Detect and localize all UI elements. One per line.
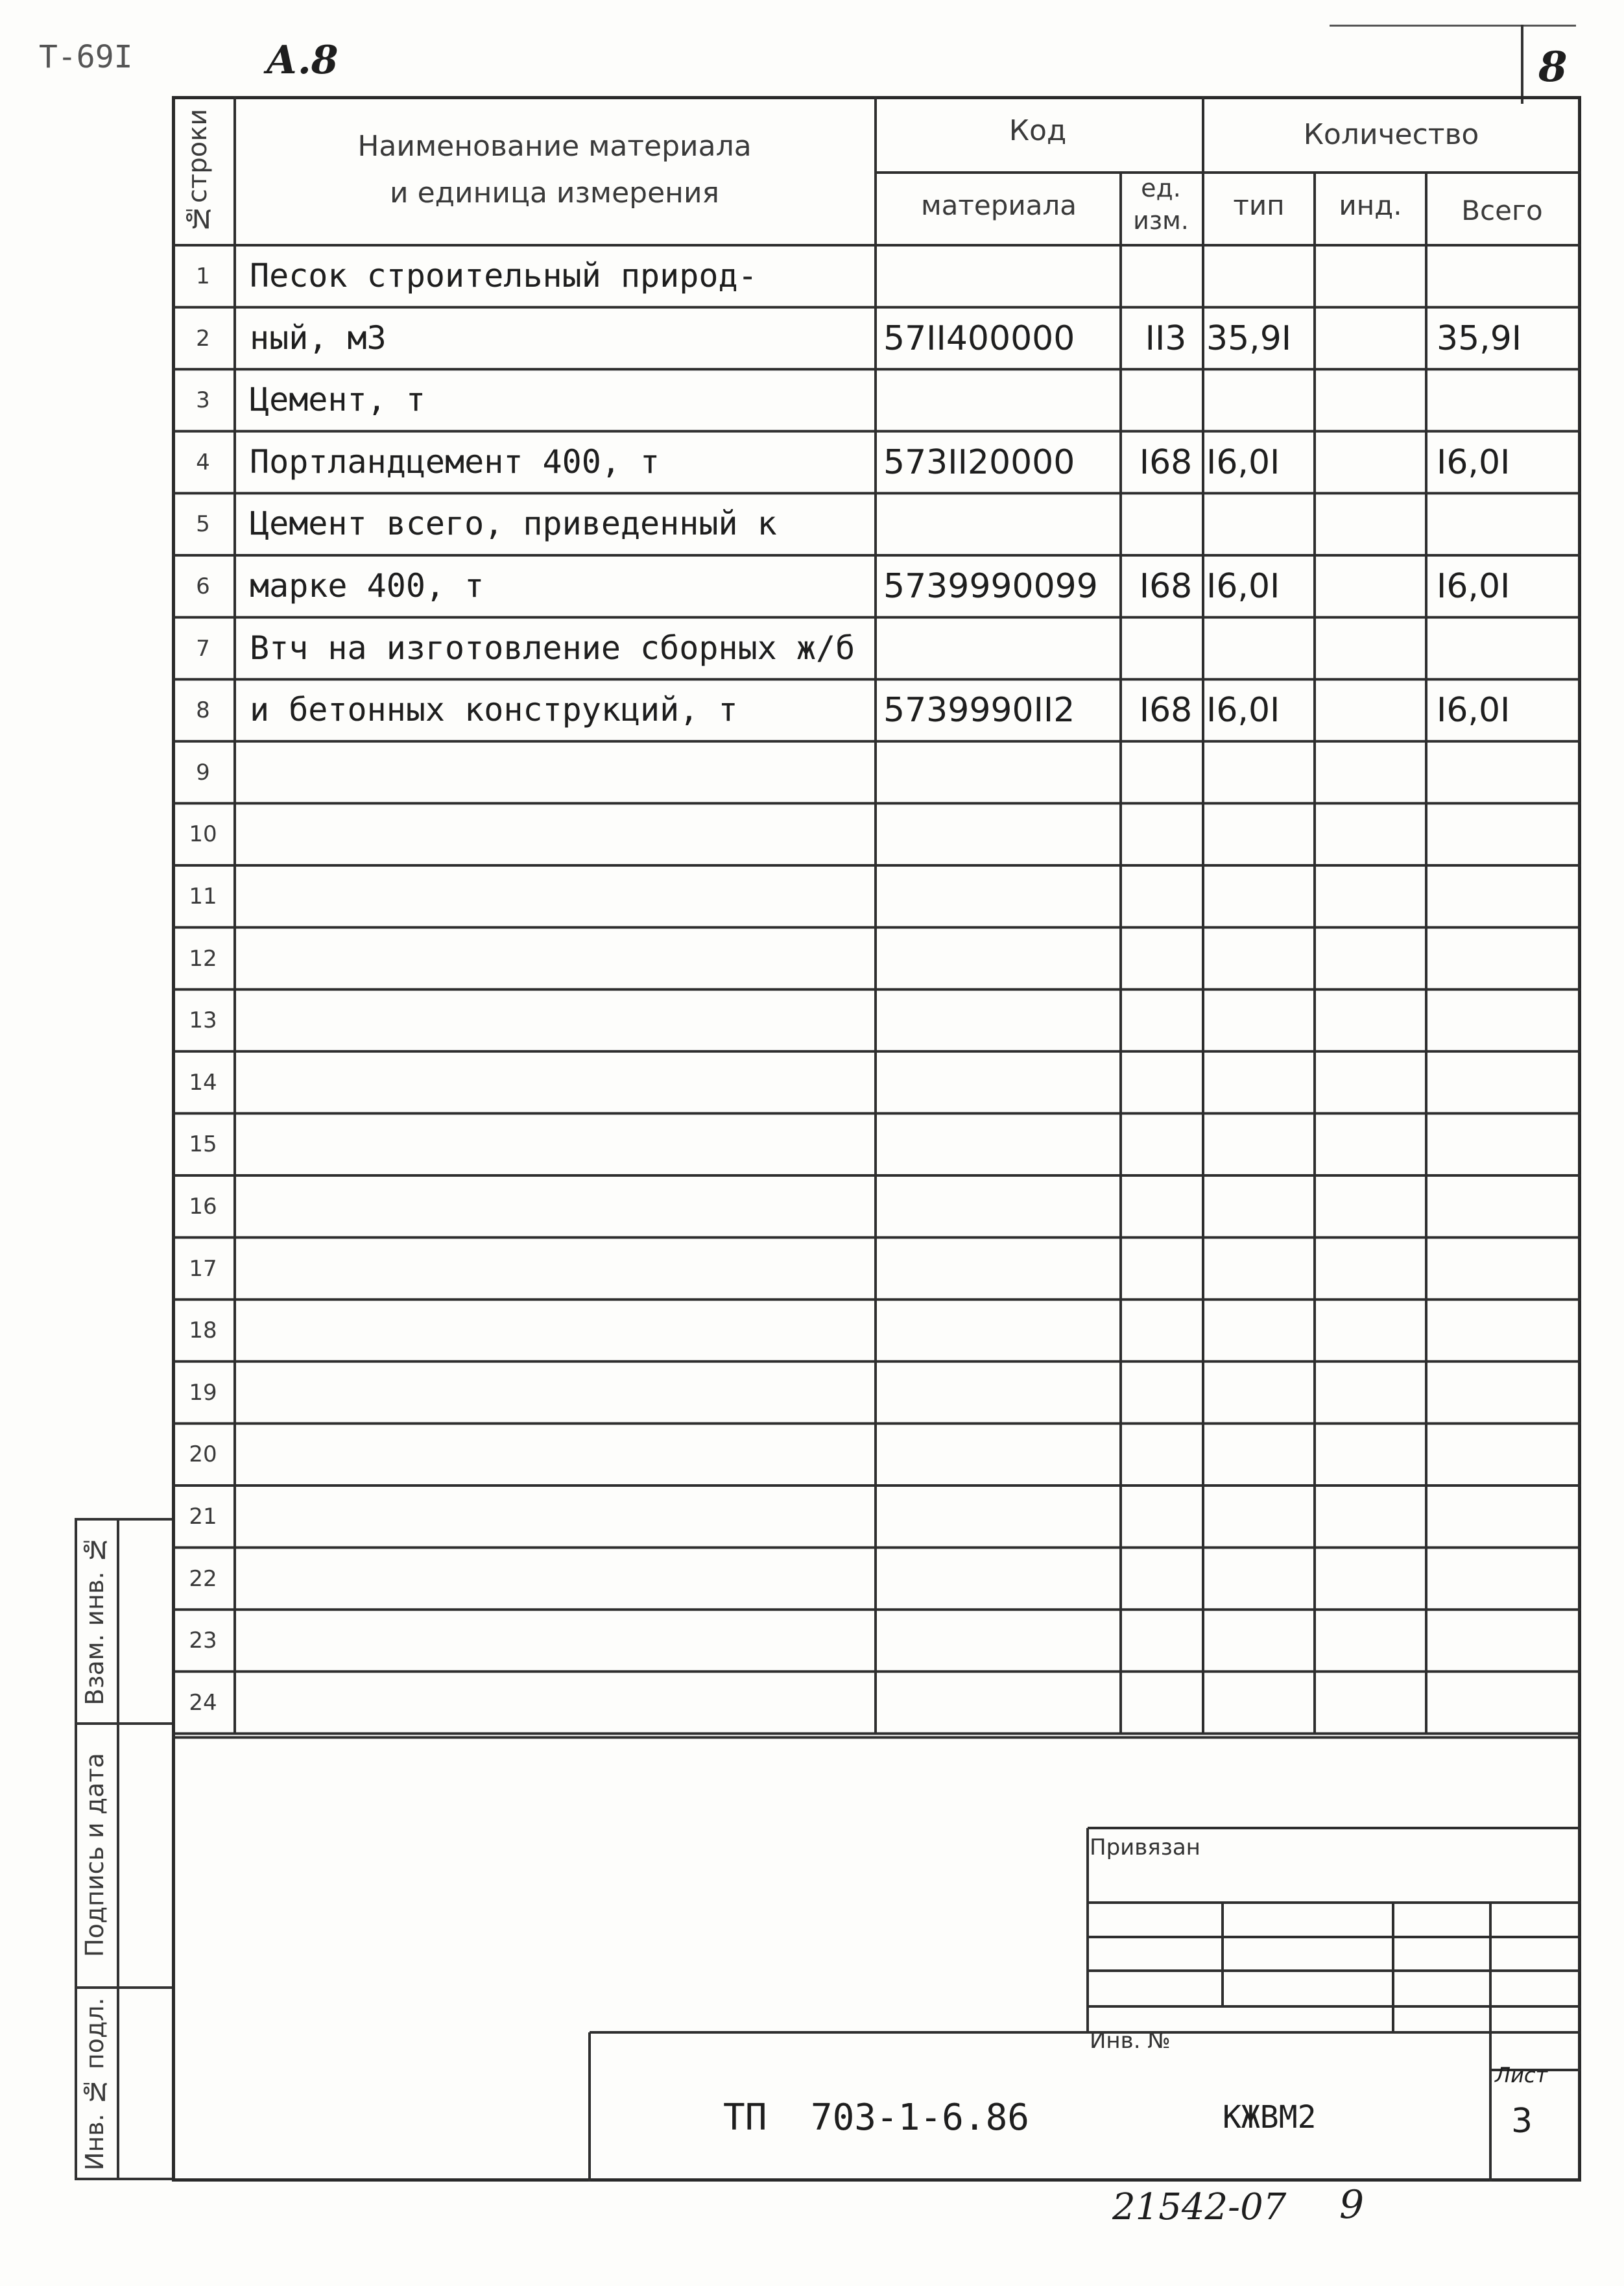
row-number: 13 <box>189 1007 217 1034</box>
cell-qty-total: I6,0I <box>1437 442 1511 482</box>
sheet-code: Т-69I <box>39 39 133 75</box>
title-sheet-label: Лист <box>1495 2063 1548 2087</box>
cell-qty-type: I6,0I <box>1206 691 1280 730</box>
title-mark: КЖВМ2 <box>1223 2099 1317 2136</box>
row-number: 11 <box>189 884 217 909</box>
header-quantity: Количество <box>1303 118 1479 151</box>
header-name-line2: и единица измерения <box>389 176 720 210</box>
cell-qty-total: I6,0I <box>1437 691 1511 730</box>
side-stamp-sep-2 <box>75 1986 172 1989</box>
header-row-number: №строки <box>183 108 213 233</box>
row-number: 21 <box>189 1504 217 1530</box>
cell-unit-code: I68 <box>1139 691 1193 730</box>
header-code: Код <box>1009 114 1067 147</box>
cell-name: Втч на изготовление сборных ж/б <box>250 629 855 667</box>
cell-qty-type: I6,0I <box>1206 567 1280 606</box>
cell-name: Цемент всего, приведенный к <box>250 505 777 543</box>
cell-name: Портландцемент 400, т <box>250 442 660 481</box>
cell-qty-type: 35,9I <box>1206 319 1292 358</box>
header-name-line1: Наименование материала <box>357 130 752 163</box>
row-number: 16 <box>189 1194 217 1220</box>
title-privyazan: Привязан <box>1090 1835 1200 1860</box>
row-number: 12 <box>189 945 217 972</box>
cell-qty-total: I6,0I <box>1437 567 1511 606</box>
row-number: 2 <box>196 325 210 352</box>
row-number: 3 <box>196 387 210 414</box>
side-label-vzam: Взам. инв. № <box>80 1535 109 1705</box>
row-number: 22 <box>189 1565 217 1592</box>
row-number: 9 <box>196 759 210 786</box>
cell-unit-code: I68 <box>1139 567 1193 606</box>
handwritten-page-number: 8 <box>1538 43 1568 91</box>
row-number: 15 <box>189 1131 217 1158</box>
title-sheet-number: 3 <box>1511 2102 1533 2141</box>
title-inv-no: Инв. № <box>1090 2028 1171 2054</box>
row-number: 5 <box>196 511 210 538</box>
title-document-code: ТП 703-1-6.86 <box>723 2097 1030 2139</box>
cell-name: ный, м3 <box>250 319 387 357</box>
cell-material-code: 573II20000 <box>883 442 1075 482</box>
cell-material-code: 5739990099 <box>883 567 1098 606</box>
cell-material-code: 5739990II2 <box>883 691 1075 730</box>
cell-unit-code: II3 <box>1145 319 1187 358</box>
cell-qty-total: 35,9I <box>1437 319 1522 358</box>
row-number: 20 <box>189 1441 217 1468</box>
bottom-stamp: 21542-07 <box>1112 2186 1287 2228</box>
row-number: 19 <box>189 1379 217 1406</box>
row-number: 23 <box>189 1628 217 1654</box>
row-number: 7 <box>196 635 210 662</box>
header-code-unit-line2: изм. <box>1133 206 1189 235</box>
cell-material-code: 57II400000 <box>883 319 1075 358</box>
header-qty-total: Всего <box>1461 195 1543 226</box>
row-number: 8 <box>196 697 210 724</box>
row-number: 4 <box>196 449 210 475</box>
header-code-unit-line1: ед. <box>1141 174 1181 202</box>
cell-name: и бетонных конструкций, т <box>250 691 738 729</box>
bottom-stamp-page: 9 <box>1339 2182 1365 2228</box>
row-number: 14 <box>189 1069 217 1096</box>
cell-name: Цемент, т <box>250 381 425 419</box>
row-number: 6 <box>196 573 210 599</box>
cell-name: марке 400, т <box>250 567 484 605</box>
side-stamp-divider <box>117 1518 119 2180</box>
row-number: 17 <box>189 1255 217 1282</box>
side-label-inv-podl: Инв. № подл. <box>80 1997 109 2171</box>
header-qty-ind: инд. <box>1339 189 1402 221</box>
row-number: 24 <box>189 1689 217 1716</box>
cell-qty-type: I6,0I <box>1206 442 1280 482</box>
header-code-material: материала <box>920 189 1077 221</box>
row-number: 10 <box>189 821 217 848</box>
header-qty-type: тип <box>1233 189 1285 221</box>
side-label-podpis: Подпись и дата <box>80 1753 109 1957</box>
row-number: 1 <box>196 263 210 289</box>
side-stamp-sep-1 <box>75 1722 172 1725</box>
cell-name: Песок строительный природ- <box>250 257 758 295</box>
handwritten-section-label: А.8 <box>266 38 339 83</box>
row-number: 18 <box>189 1317 217 1344</box>
cell-unit-code: I68 <box>1139 442 1193 482</box>
